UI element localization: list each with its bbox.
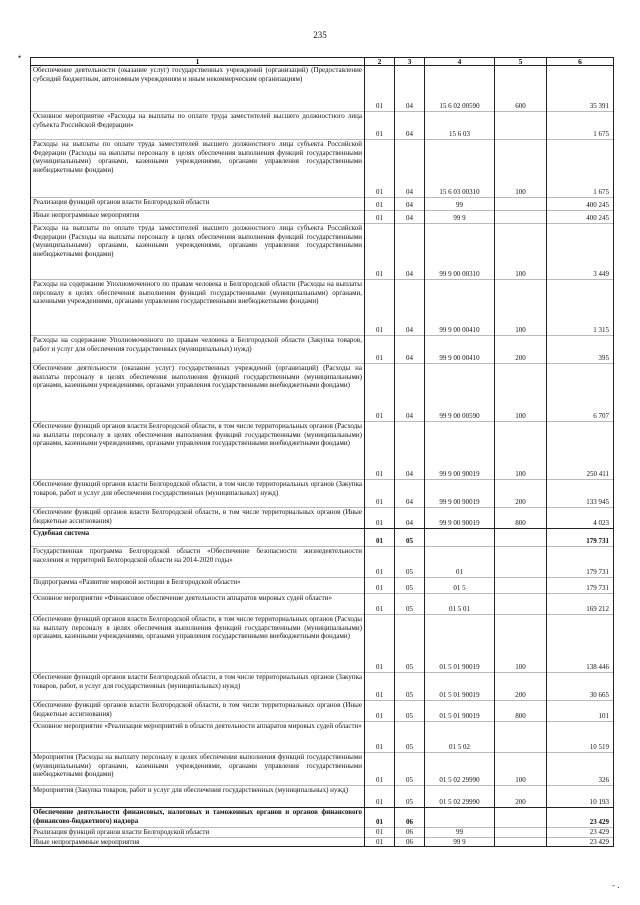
cell-amount: 250 411	[547, 422, 614, 480]
cell-target: 99 9 00 90019	[425, 422, 495, 480]
cell-section: 01	[365, 480, 395, 508]
cell-expense-type: 100	[495, 224, 547, 280]
cell-target: 99 9	[425, 837, 495, 847]
cell-section: 01	[365, 547, 395, 578]
table-header-row	[31, 58, 614, 66]
cell-target: 99 9 00 00590	[425, 364, 495, 422]
cell-target: 01	[425, 547, 495, 578]
table-row	[31, 224, 614, 280]
cell-subsection: 04	[395, 280, 425, 336]
cell-name: Расходы на выплаты по оплате труда заместителей высшего должностного лица субъекта Российской Федерации (Расходы на выплаты персоналу в целях обеспечения выполнения функций государственными (муниципальными) органами, казенными учреждениями, органами управления государственными внебюджетными фондами)	[31, 224, 365, 280]
budget-table	[30, 57, 614, 847]
cell-amount: 23 429	[547, 808, 614, 828]
cell-section: 01	[365, 211, 395, 224]
cell-subsection: 04	[395, 364, 425, 422]
cell-section: 01	[365, 224, 395, 280]
cell-amount: 326	[547, 753, 614, 786]
cell-name: Расходы на содержание Уполномоченного по правам человека в Белгородской области (Закупка товаров, работ и услуг для обеспечения государственных (муниципальных) нужд)	[31, 336, 365, 364]
header-col-target: 4	[425, 58, 495, 66]
table-body	[31, 66, 614, 847]
cell-amount: 400 245	[547, 211, 614, 224]
cell-subsection: 06	[395, 837, 425, 847]
cell-section: 01	[365, 594, 395, 615]
cell-amount: 35 391	[547, 66, 614, 112]
cell-subsection: 06	[395, 828, 425, 838]
cell-target	[425, 529, 495, 547]
cell-name: Реализация функций органов власти Белгородской области	[31, 198, 365, 211]
cell-expense-type: 200	[495, 336, 547, 364]
table-row	[31, 508, 614, 529]
cell-target: 01 5 01 90019	[425, 615, 495, 673]
cell-target	[425, 808, 495, 828]
cell-section: 01	[365, 673, 395, 701]
cell-section: 01	[365, 508, 395, 529]
cell-target: 99	[425, 198, 495, 211]
cell-name: Иные непрограммные мероприятия	[31, 837, 365, 847]
margin-mark: - .	[612, 880, 620, 890]
cell-amount: 10 519	[547, 722, 614, 753]
cell-target: 01 5 02	[425, 722, 495, 753]
cell-target: 15 6 03	[425, 112, 495, 140]
cell-expense-type	[495, 211, 547, 224]
table-row	[31, 112, 614, 140]
table-row	[31, 422, 614, 480]
cell-subsection: 04	[395, 198, 425, 211]
cell-section: 01	[365, 140, 395, 198]
table-row	[31, 701, 614, 722]
header-col-section: 2	[365, 58, 395, 66]
cell-name: Судебная система	[31, 529, 365, 547]
cell-amount: 1 675	[547, 112, 614, 140]
table-row	[31, 753, 614, 786]
cell-expense-type: 100	[495, 140, 547, 198]
cell-name: Основное мероприятие «Реализация мероприятий в области деятельности аппаратов мировых судей области»	[31, 722, 365, 753]
cell-subsection: 05	[395, 578, 425, 594]
cell-expense-type: 100	[495, 615, 547, 673]
table-row	[31, 722, 614, 753]
cell-amount: 23 429	[547, 828, 614, 838]
cell-name: Мероприятия (Закупка товаров, работ и услуг для обеспечения государственных (муниципальных) нужд)	[31, 786, 365, 808]
cell-expense-type: 100	[495, 280, 547, 336]
cell-name: Обеспечение деятельности (оказание услуг) государственных учреждений (организаций) (Расходы на выплаты персоналу в целях обеспечения выполнения функций государственными (муниципальными) органами, казенными учреждениями, органами управления государственными внебюджетными фондами)	[31, 364, 365, 422]
cell-name: Реализация функций органов власти Белгородской области	[31, 828, 365, 838]
cell-subsection: 04	[395, 66, 425, 112]
table-row	[31, 594, 614, 615]
cell-expense-type: 600	[495, 66, 547, 112]
cell-amount: 101	[547, 701, 614, 722]
cell-subsection: 05	[395, 594, 425, 615]
table-row	[31, 364, 614, 422]
cell-expense-type: 200	[495, 480, 547, 508]
cell-expense-type	[495, 594, 547, 615]
cell-name: Государственная программа Белгородской области «Обеспечение безопасности жизнедеятельности населения и территорий Белгородской области на 2014-2020 годы»	[31, 547, 365, 578]
cell-expense-type: 100	[495, 753, 547, 786]
cell-section: 01	[365, 422, 395, 480]
cell-section: 01	[365, 828, 395, 838]
cell-expense-type: 800	[495, 508, 547, 529]
cell-name: Обеспечение функций органов власти Белгородской области, в том числе территориальных органов (Иные бюджетные ассигнования)	[31, 508, 365, 529]
cell-target: 99 9	[425, 211, 495, 224]
cell-expense-type	[495, 578, 547, 594]
table-row	[31, 786, 614, 808]
table-row	[31, 211, 614, 224]
cell-target: 01 5 01 90019	[425, 673, 495, 701]
cell-name: Обеспечение деятельности (оказание услуг) государственных учреждений (организаций) (Предоставление субсидий бюджетным, автономным учреждениям и иным некоммерческим организациям)	[31, 66, 365, 112]
cell-subsection: 06	[395, 808, 425, 828]
cell-name: Мероприятия (Расходы на выплату персоналу в целях обеспечения выполнения функций государственными (муниципальными) органами, казенными учреждениями, органами управления государственными внебюджетными фондами)	[31, 753, 365, 786]
cell-subsection: 04	[395, 140, 425, 198]
cell-name: Обеспечение деятельности финансовых, налоговых и таможенных органов и органов финансового (финансово-бюджетного) надзора	[31, 808, 365, 828]
cell-section: 01	[365, 112, 395, 140]
margin-mark: •	[18, 52, 22, 62]
cell-amount: 395	[547, 336, 614, 364]
cell-expense-type	[495, 837, 547, 847]
cell-name: Основное мероприятие «Финансовое обеспечение деятельности аппаратов мировых судей области»	[31, 594, 365, 615]
table-row	[31, 140, 614, 198]
table-row	[31, 280, 614, 336]
cell-name: Подпрограмма «Развитие мировой юстиции в Белгородской области»	[31, 578, 365, 594]
cell-section: 01	[365, 364, 395, 422]
cell-amount: 179 731	[547, 529, 614, 547]
cell-subsection: 05	[395, 701, 425, 722]
cell-subsection: 04	[395, 224, 425, 280]
table-row	[31, 673, 614, 701]
header-col-subsection: 3	[395, 58, 425, 66]
cell-expense-type	[495, 198, 547, 211]
cell-subsection: 05	[395, 753, 425, 786]
cell-target: 99 9 00 00310	[425, 224, 495, 280]
cell-amount: 1 675	[547, 140, 614, 198]
cell-expense-type	[495, 722, 547, 753]
cell-target: 15 6 02 00590	[425, 66, 495, 112]
cell-target: 99 9 00 90019	[425, 480, 495, 508]
cell-expense-type: 800	[495, 701, 547, 722]
cell-subsection: 04	[395, 422, 425, 480]
table-row	[31, 66, 614, 112]
cell-section: 01	[365, 837, 395, 847]
cell-target: 01 5 01 90019	[425, 701, 495, 722]
cell-target: 01 5 02 29990	[425, 753, 495, 786]
cell-section: 01	[365, 578, 395, 594]
cell-name: Иные непрограммные мероприятия	[31, 211, 365, 224]
cell-subsection: 04	[395, 480, 425, 508]
cell-target: 99 9 00 00410	[425, 336, 495, 364]
cell-target: 99	[425, 828, 495, 838]
cell-target: 01 5 02 29990	[425, 786, 495, 808]
cell-section: 01	[365, 808, 395, 828]
table-row	[31, 828, 614, 838]
cell-amount: 4 023	[547, 508, 614, 529]
table-row	[31, 529, 614, 547]
page-number: 235	[313, 30, 327, 40]
cell-amount: 10 193	[547, 786, 614, 808]
cell-target: 01 5 01	[425, 594, 495, 615]
cell-name: Расходы на выплаты по оплате труда заместителей высшего должностного лица субъекта Российской Федерации (Расходы на выплаты персоналу в целях обеспечения выполнения функций государственными (муниципальными) органами, казенными учреждениями, органами управления государственными внебюджетными фондами)	[31, 140, 365, 198]
cell-subsection: 04	[395, 508, 425, 529]
cell-expense-type: 100	[495, 364, 547, 422]
cell-subsection: 04	[395, 112, 425, 140]
cell-amount: 138 446	[547, 615, 614, 673]
cell-name: Обеспечение функций органов власти Белгородской области, в том числе территориальных органов (Иные бюджетные ассигнования)	[31, 701, 365, 722]
cell-target: 01 5	[425, 578, 495, 594]
cell-section: 01	[365, 701, 395, 722]
table-row	[31, 336, 614, 364]
cell-amount: 30 665	[547, 673, 614, 701]
cell-subsection: 05	[395, 722, 425, 753]
cell-name: Расходы на содержание Уполномоченного по правам человека в Белгородской области (Расходы на выплаты персоналу в целях обеспечения выполнения функций государственными (муниципальными) органами, казенными учреждениями, органами управления государственными внебюджетными фондами)	[31, 280, 365, 336]
cell-subsection: 04	[395, 211, 425, 224]
table-row	[31, 808, 614, 828]
table-row	[31, 198, 614, 211]
header-col-expense-type: 5	[495, 58, 547, 66]
cell-expense-type	[495, 112, 547, 140]
table-row	[31, 578, 614, 594]
cell-target: 99 9 00 00410	[425, 280, 495, 336]
cell-expense-type: 200	[495, 786, 547, 808]
table-row	[31, 615, 614, 673]
cell-amount: 179 731	[547, 578, 614, 594]
cell-amount: 400 245	[547, 198, 614, 211]
cell-expense-type	[495, 529, 547, 547]
cell-section: 01	[365, 336, 395, 364]
cell-expense-type	[495, 808, 547, 828]
cell-amount: 179 731	[547, 547, 614, 578]
cell-section: 01	[365, 529, 395, 547]
header-col-amount: 6	[547, 58, 614, 66]
cell-subsection: 05	[395, 547, 425, 578]
cell-name: Обеспечение функций органов власти Белгородской области, в том числе территориальных органов (Расходы на выплаты персоналу в целях обеспечения выполнения функций государственными (муниципальными) органами, казенными учреждениями, органами управления государственными внебюджетными фондами)	[31, 422, 365, 480]
cell-amount: 3 449	[547, 224, 614, 280]
table-row	[31, 547, 614, 578]
cell-section: 01	[365, 753, 395, 786]
cell-section: 01	[365, 615, 395, 673]
cell-name: Обеспечение функций органов власти Белгородской области, в том числе территориальных органов (Расходы на выплату персоналу в целях обеспечения выполнения функций государственными (муниципальными) органами, казенными учреждениями, органами управления государственными внебюджетными фондами)	[31, 615, 365, 673]
cell-name: Обеспечение функций органов власти Белгородской области, в том числе территориальных органов (Закупка товаров, работ, и услуг для государственных (муниципальных) нужд)	[31, 673, 365, 701]
table-row	[31, 837, 614, 847]
cell-section: 01	[365, 722, 395, 753]
cell-expense-type	[495, 547, 547, 578]
cell-subsection: 05	[395, 786, 425, 808]
cell-amount: 23 429	[547, 837, 614, 847]
header-col-name: 1	[31, 58, 365, 66]
cell-name: Основное мероприятие «Расходы на выплаты по оплате труда заместителей высшего должностного лица субъекта Российской Федерации»	[31, 112, 365, 140]
cell-amount: 1 315	[547, 280, 614, 336]
cell-expense-type	[495, 828, 547, 838]
cell-amount: 169 212	[547, 594, 614, 615]
cell-expense-type: 100	[495, 422, 547, 480]
cell-amount: 133 945	[547, 480, 614, 508]
cell-section: 01	[365, 786, 395, 808]
cell-section: 01	[365, 66, 395, 112]
cell-target: 15 6 03 00310	[425, 140, 495, 198]
cell-target: 99 9 00 90019	[425, 508, 495, 529]
cell-section: 01	[365, 198, 395, 211]
cell-section: 01	[365, 280, 395, 336]
cell-subsection: 05	[395, 673, 425, 701]
cell-subsection: 05	[395, 615, 425, 673]
cell-name: Обеспечение функций органов власти Белгородской области, в том числе территориальных органов (Закупка товаров, работ и услуг для обеспечения государственных (муниципальных) нужд)	[31, 480, 365, 508]
cell-expense-type: 200	[495, 673, 547, 701]
cell-amount: 6 707	[547, 364, 614, 422]
cell-subsection: 04	[395, 336, 425, 364]
cell-subsection: 05	[395, 529, 425, 547]
table-row	[31, 480, 614, 508]
